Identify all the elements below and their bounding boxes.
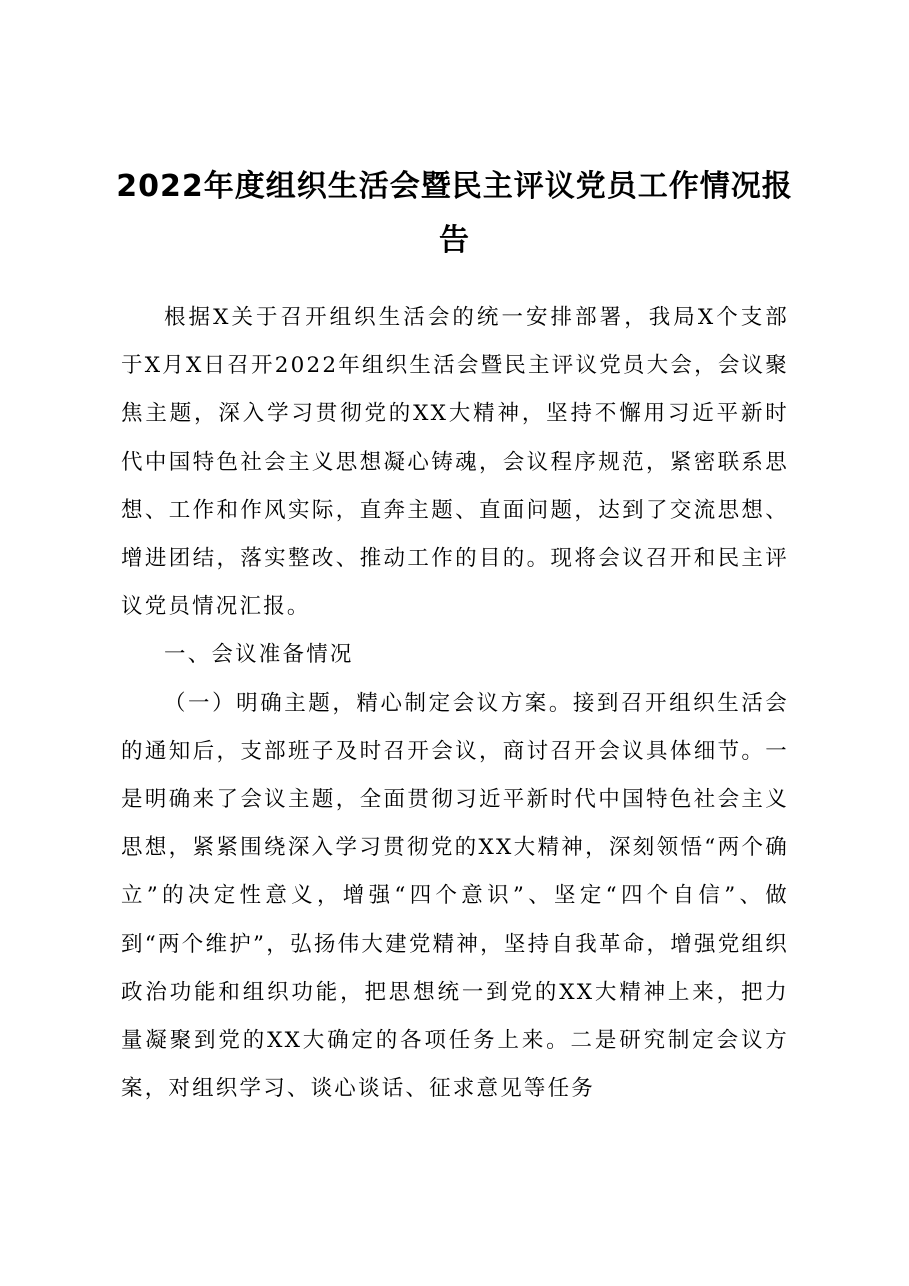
paragraph-1-1: （一）明确主题，精心制定会议方案。接到召开组织生活会的通知后，支部班子及时召开会议，商讨召开会议具体细节。一是明确来了会议主题，全面贯彻习近平新时代中国特色社会主义思想，紧紧围绕深入学习贯彻党的XX大精神，深刻领悟“两个确立”的决定性意义，增强“四个意识”、坚定“四个自信”、做到“两个维护”，弘扬伟大建党精神，坚持自我革命，增强党组织政治功能和组织功能，把思想统一到党的XX大精神上来，把力量凝聚到党的XX大确定的各项任务上来。二是研究制定会议方案，对组织学习、谈心谈话、征求意见等任务 (121, 690, 789, 1102)
section-heading-1: 一、会议准备情况 (164, 642, 354, 668)
paragraph-intro: 根据X关于召开组织生活会的统一安排部署，我局X个支部于X月X日召开2022年组织生活会暨民主评议党员大会，会议聚焦主题，深入学习贯彻党的XX大精神，坚持不懈用习近平新时代中国特色社会主义思想凝心铸魂，会议程序规范，紧密联系思想、工作和作风实际，直奔主题、直面问题，达到了交流思想、增进团结，落实整改、推动工作的目的。现将会议召开和民主评议党员情况汇报。 (121, 305, 789, 620)
document-body (121, 294, 789, 1113)
document-title: 2022年度组织生活会暨民主评议党员工作情况报告 (116, 169, 793, 258)
